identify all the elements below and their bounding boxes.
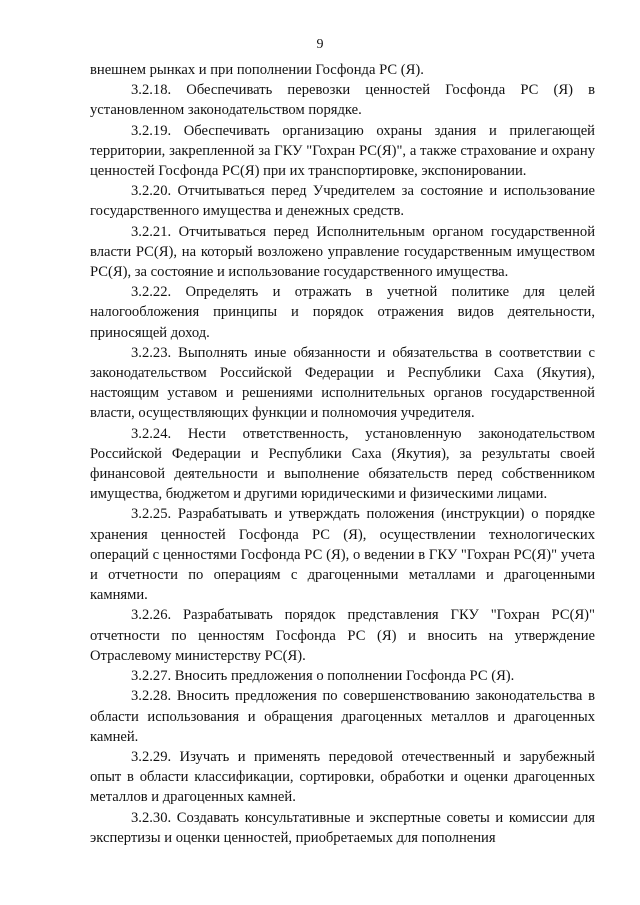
paragraph-3-2-24: 3.2.24. Нести ответственность, установленную законодательством Российской Федерации и Республики Саха (Якутия), за результаты своей финансовой деятельности и выполнение обязательств перед собственником имущества, бюджетом и другими юридическими и физическими лицами. [90, 425, 595, 503]
paragraph-3-2-21: 3.2.21. Отчитываться перед Исполнительным органом государственной власти РС(Я), на который возложено управление государственным имуществом РС(Я), за состояние и использование государственного имущества. [90, 223, 595, 281]
page-number: 9 [316, 37, 324, 52]
document-body [90, 60, 595, 848]
paragraph-3-2-28: 3.2.28. Вносить предложения по совершенствованию законодательства в области использования и обращения драгоценных металлов и драгоценных камней. [90, 688, 595, 745]
paragraph-3-2-19: 3.2.19. Обеспечивать организацию охраны здания и прилегающей территории, закрепленной за ГКУ "Гохран РС(Я)", а также страхование и охрану ценностей Госфонда РС(Я) при их транспортировке, экспонировании. [90, 122, 595, 180]
paragraph-3-2-20: 3.2.20. Отчитываться перед Учредителем за состояние и использование государственного имущества и денежных средств. [90, 183, 595, 220]
paragraph-continuation: внешнем рынках и при пополнении Госфонда РС (Я). [90, 62, 424, 78]
paragraph-3-2-30: 3.2.30. Создавать консультативные и экспертные советы и комиссии для экспертизы и оценки ценностей, приобретаемых для пополнения [90, 809, 595, 846]
paragraph-3-2-25: 3.2.25. Разрабатывать и утверждать положения (инструкции) о порядке хранения ценностей Госфонда РС (Я), осуществлении технологических операций с ценностями Госфонда РС (Я), о ведении в ГКУ "Гохран РС(Я)" учета и отчетности по операциям с драгоценными металлами и драгоценными камнями. [90, 506, 595, 604]
paragraph-3-2-26: 3.2.26. Разрабатывать порядок представления ГКУ "Гохран РС(Я)" отчетности по ценностям Госфонда РС (Я) и вносить на утверждение Отраслевому министерству РС(Я). [90, 607, 595, 664]
paragraph-3-2-27: 3.2.27. Вносить предложения о пополнении Госфонда РС (Я). [131, 668, 515, 685]
paragraph-3-2-29: 3.2.29. Изучать и применять передовой отечественный и зарубежный опыт в области классификации, сортировки, обработки и оценки драгоценных металлов и драгоценных камней. [90, 748, 595, 806]
paragraph-3-2-23: 3.2.23. Выполнять иные обязанности и обязательства в соответствии с законодательством Российской Федерации и Республики Саха (Якутия), настоящим уставом и решениями исполнительных органов государственной власти, осуществляющих функции и полномочия учредителя. [90, 344, 595, 422]
paragraph-3-2-18: 3.2.18. Обеспечивать перевозки ценностей Госфонда РС (Я) в установленном законодательством порядке. [90, 82, 595, 119]
paragraph-3-2-22: 3.2.22. Определять и отражать в учетной политике для целей налогообложения принципы и порядок отражения видов деятельности, приносящей доход. [90, 284, 595, 341]
